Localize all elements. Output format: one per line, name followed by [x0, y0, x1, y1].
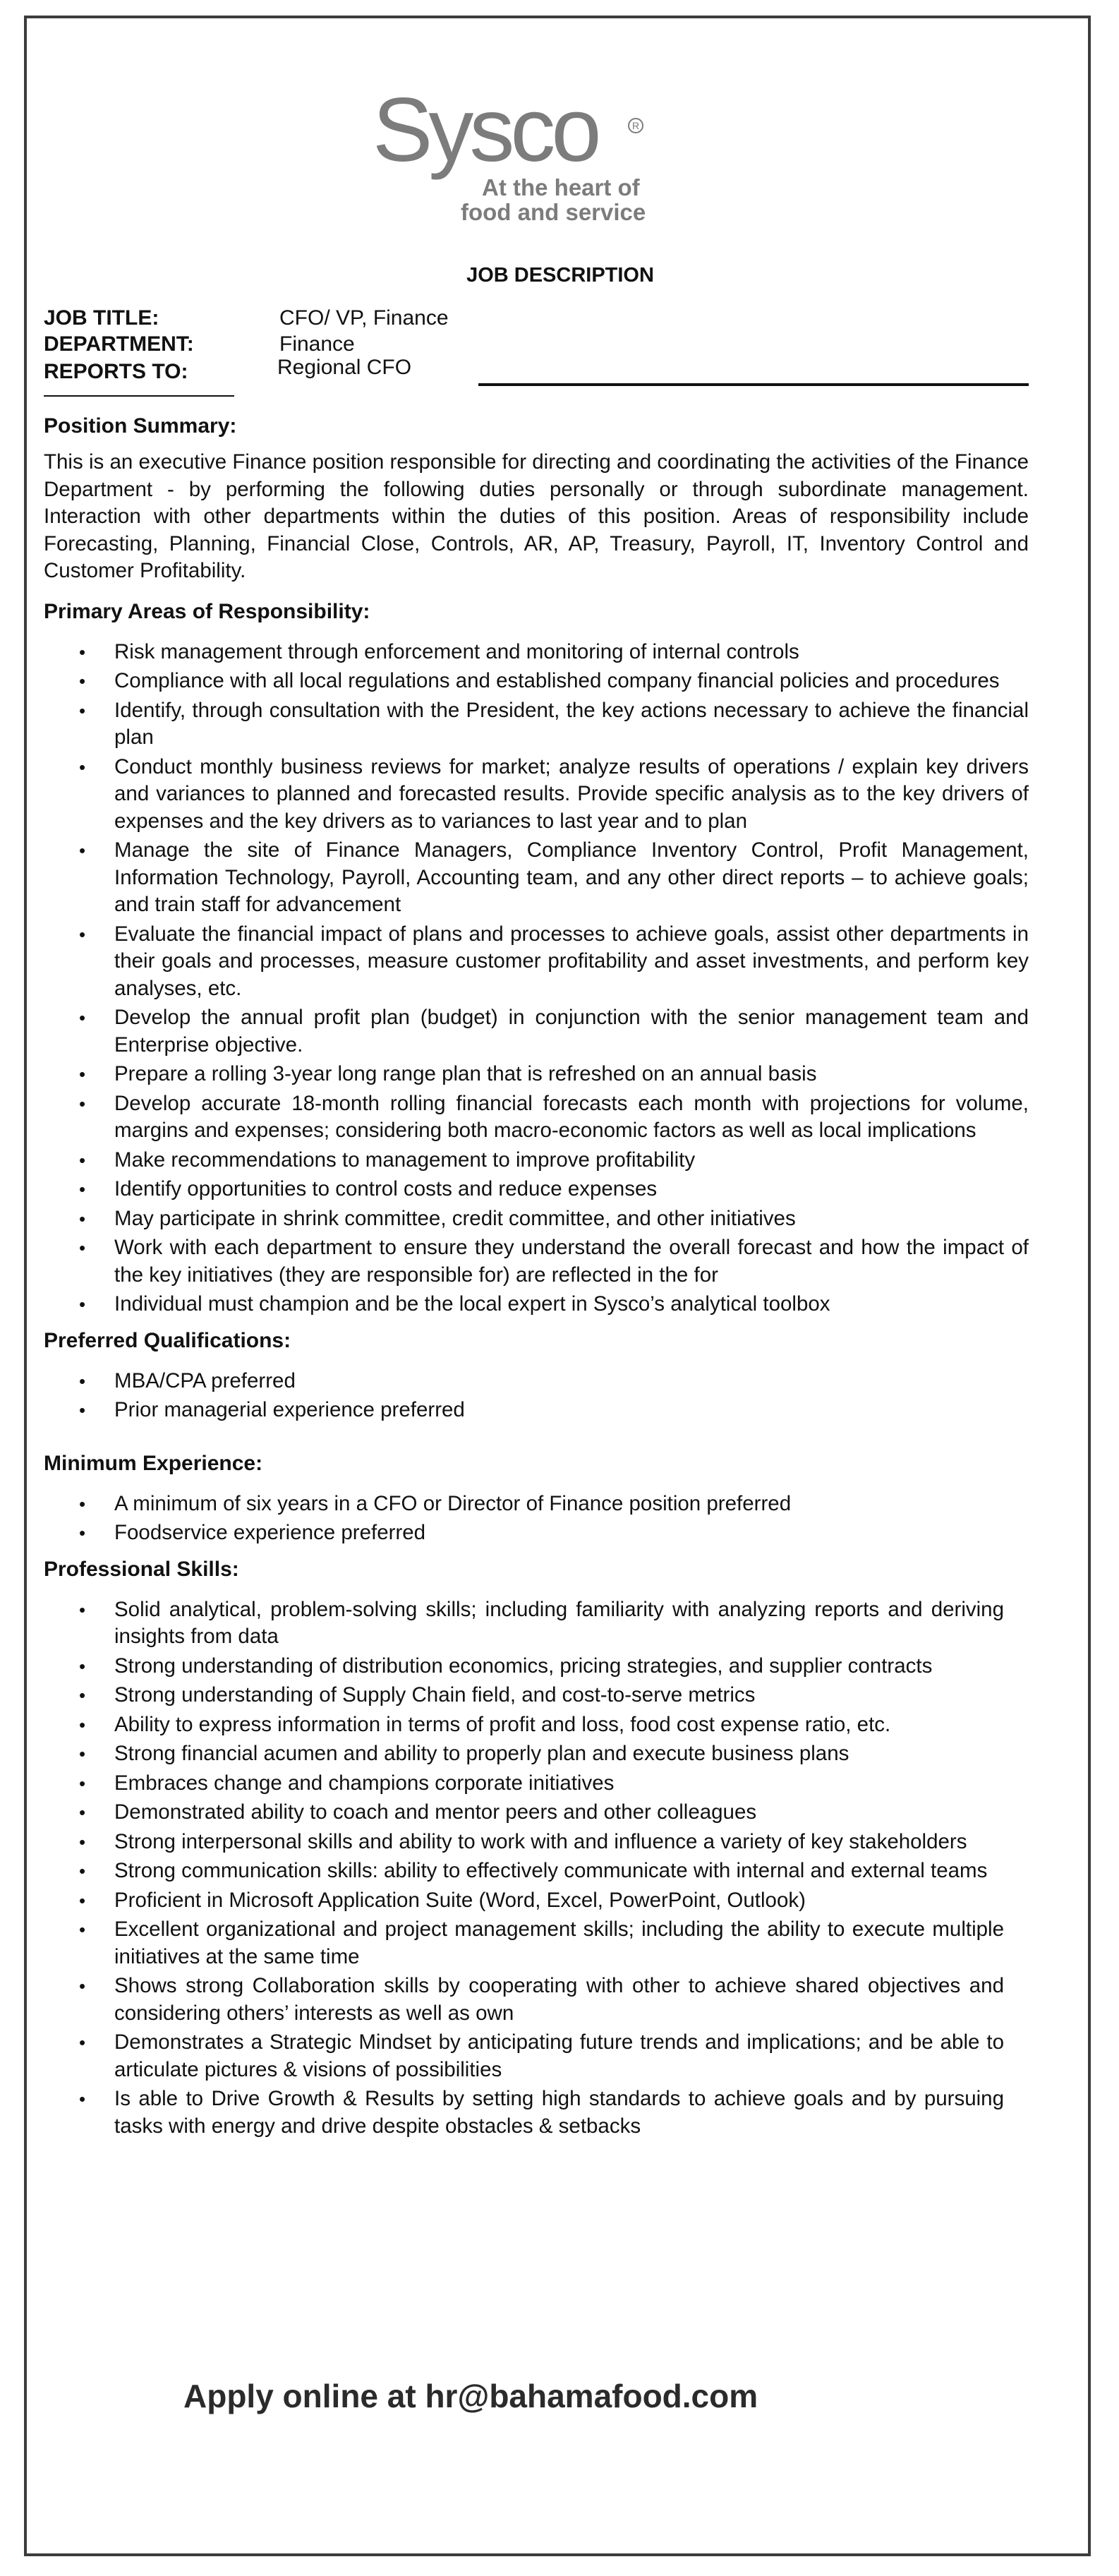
list-item: • Demonstrates a Strategic Mindset by anticipating future trends and implications; and be able to articulate pictures & visions of possibilities [44, 2029, 1029, 2083]
list-item: • Manage the site of Finance Managers, Compliance Inventory Control, Profit Management, Information Technology, Payroll, Accounting team, and any other direct reports – to achieve goals; and train staff for advancement [44, 837, 1029, 919]
list-item: • Risk management through enforcement and monitoring of internal controls [44, 639, 1029, 666]
list-item: • MBA/CPA preferred [44, 1368, 1029, 1395]
list-item: • Solid analytical, problem-solving skills; including familiarity with analyzing reports and deriving insights from data [44, 1596, 1029, 1651]
list-item: • Compliance with all local regulations and established company financial policies and procedures [44, 668, 1029, 695]
position-summary-heading: Position Summary: [44, 414, 237, 438]
list-item: • May participate in shrink committee, credit committee, and other initiatives [44, 1205, 1029, 1233]
qualifications-heading: Preferred Qualifications: [44, 1328, 291, 1352]
list-item: • Identify, through consultation with the President, the key actions necessary to achieve the financial plan [44, 697, 1029, 752]
list-item: • Excellent organizational and project management skills; including the ability to execute multiple initiatives at the same time [44, 1916, 1029, 1970]
list-item: • Work with each department to ensure they understand the overall forecast and how the impact of the key initiatives (they are responsible for) are reflected in the for [44, 1234, 1029, 1289]
list-item: • Strong understanding of distribution economics, pricing strategies, and supplier contracts [44, 1653, 1029, 1680]
sysco-logo [373, 80, 676, 234]
department-value: Finance [279, 332, 355, 356]
list-item: • Demonstrated ability to coach and mentor peers and other colleagues [44, 1799, 1029, 1826]
list-item: • Develop accurate 18-month rolling financial forecasts each month with projections for volume, margins and expenses; considering both macro-economic factors as well as local implications [44, 1090, 1029, 1145]
position-summary-text: This is an executive Finance position responsible for directing and coordinating the activities of the Finance Department - by performing the following duties personally or through subordinate management. Interaction with other departments within the duties of this position. Areas of responsibility include Forecasting, Planning, Financial Close, Controls, AR, AP, Treasury, Payroll, IT, Inventory Control and Customer Profitability. [44, 450, 1029, 582]
list-item: • Is able to Drive Growth & Results by setting high standards to achieve goals and by pursuing tasks with energy and drive despite obstacles & setbacks [44, 2086, 1029, 2140]
list-item: • Strong communication skills: ability to effectively communicate with internal and external teams [44, 1858, 1029, 1885]
list-item: • Identify opportunities to control costs and reduce expenses [44, 1176, 1029, 1203]
list-item: • Proficient in Microsoft Application Suite (Word, Excel, PowerPoint, Outlook) [44, 1887, 1029, 1915]
skills-list [44, 1596, 1029, 2141]
job-title-value: CFO/ VP, Finance [279, 306, 449, 330]
list-item: • Evaluate the financial impact of plans and processes to achieve goals, assist other departments in their goals and processes, measure customer profitability and asset investments, and perform key analyses, etc. [44, 921, 1029, 1003]
list-item: • A minimum of six years in a CFO or Director of Finance position preferred [44, 1491, 1029, 1518]
logo-tagline-line2: food and service [461, 199, 646, 225]
logo-wordmark: Sysco [373, 80, 598, 181]
skills-heading: Professional Skills: [44, 1557, 239, 1581]
list-item: • Prior managerial experience preferred [44, 1397, 1029, 1424]
list-item: • Prepare a rolling 3-year long range plan that is refreshed on an annual basis [44, 1061, 1029, 1088]
logo-tagline-line1: At the heart of [482, 174, 640, 200]
qualifications-list [44, 1368, 1029, 1424]
experience-list [44, 1491, 1029, 1547]
department-label: DEPARTMENT: [44, 332, 194, 356]
list-item: • Foodservice experience preferred [44, 1519, 1029, 1547]
registered-mark: R [628, 118, 643, 133]
job-posting-page [24, 16, 1091, 2556]
list-item: • Strong interpersonal skills and ability to work with and influence a variety of key stakeholders [44, 1829, 1029, 1856]
list-item: • Shows strong Collaboration skills by cooperating with other to achieve shared objectives and considering others’ interests as well as own [44, 1973, 1029, 2027]
list-item: • Strong financial acumen and ability to properly plan and execute business plans [44, 1740, 1029, 1768]
apply-email-callout: Apply online at hr@bahamafood.com [183, 2378, 758, 2414]
header-divider-right [478, 383, 1029, 386]
responsibilities-list [44, 639, 1029, 1318]
document-title: JOB DESCRIPTION [466, 264, 654, 287]
job-title-label: JOB TITLE: [44, 306, 159, 330]
list-item: • Develop the annual profit plan (budget) in conjunction with the senior management team and Enterprise objective. [44, 1004, 1029, 1059]
experience-heading: Minimum Experience: [44, 1451, 263, 1475]
list-item: • Ability to express information in terms of profit and loss, food cost expense ratio, etc. [44, 1711, 1029, 1739]
document-body [44, 412, 1029, 2148]
reports-to-label: REPORTS TO: [44, 360, 188, 383]
list-item: • Embraces change and champions corporate initiatives [44, 1770, 1029, 1798]
responsibilities-heading: Primary Areas of Responsibility: [44, 599, 370, 623]
list-item: • Individual must champion and be the local expert in Sysco’s analytical toolbox [44, 1291, 1029, 1318]
reports-to-value: Regional CFO [277, 356, 412, 379]
list-item: • Strong understanding of Supply Chain field, and cost-to-serve metrics [44, 1682, 1029, 1709]
list-item: • Conduct monthly business reviews for market; analyze results of operations / explain key drivers and variances to planned and forecasted results. Provide specific analysis as to the key drivers of expenses and the key drivers as to variances to last year and to plan [44, 754, 1029, 836]
list-item: • Make recommendations to management to improve profitability [44, 1147, 1029, 1174]
header-divider-left [44, 395, 234, 397]
